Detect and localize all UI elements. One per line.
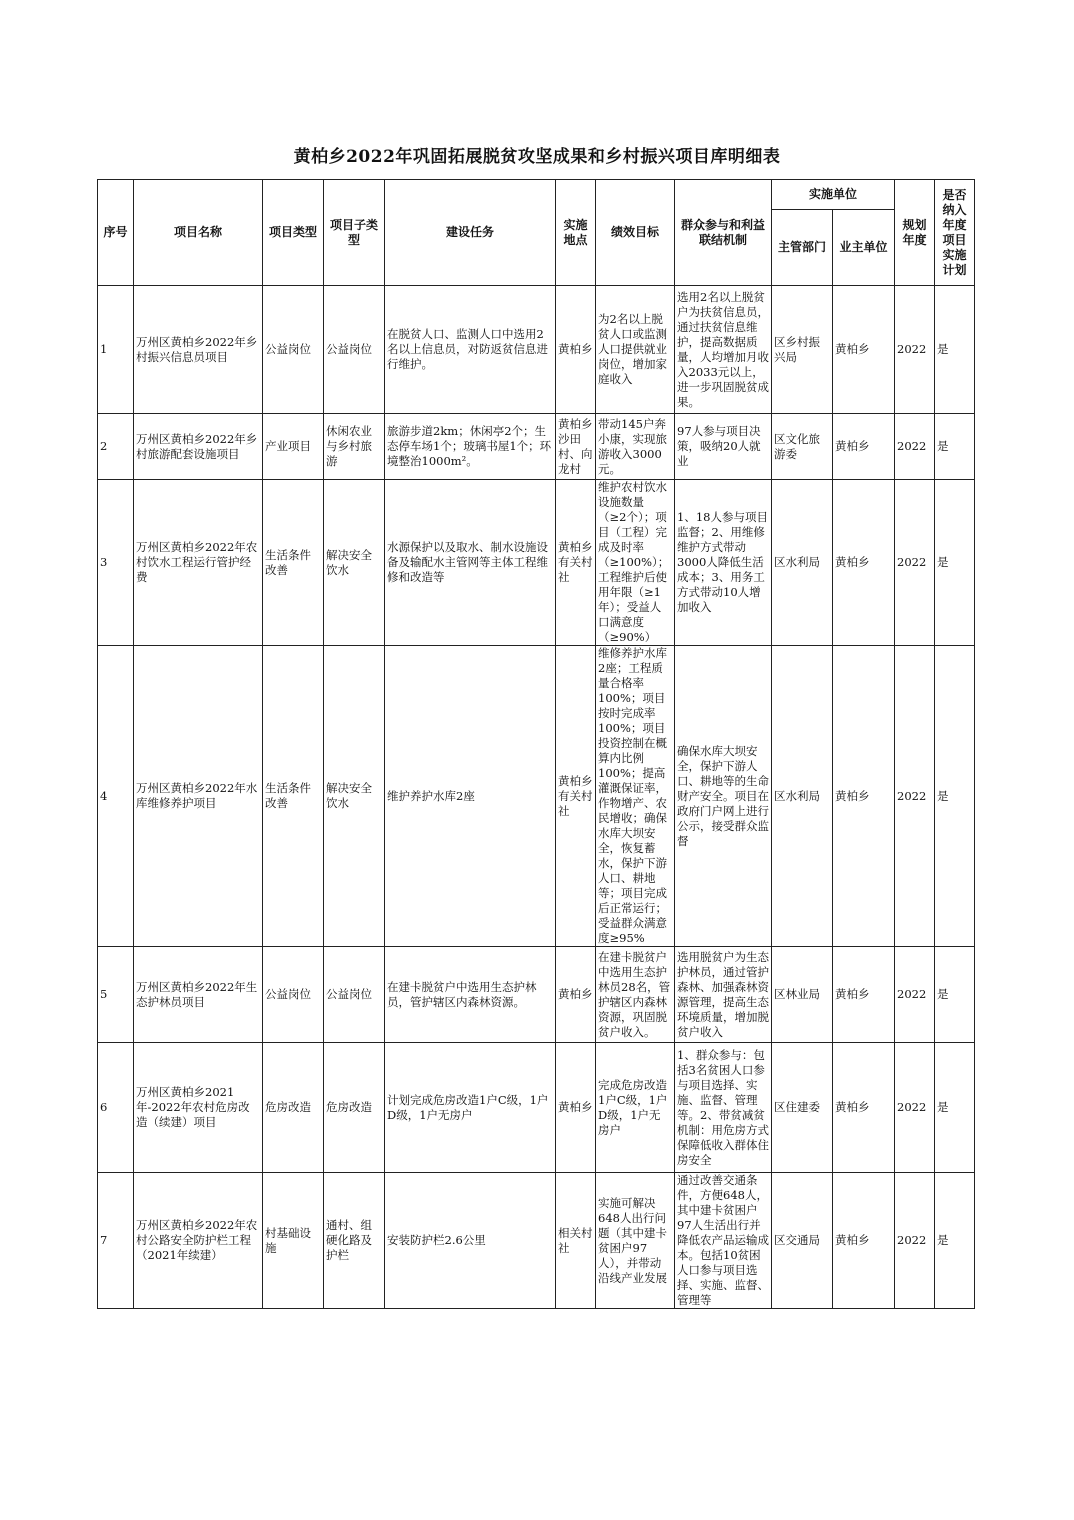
cell-year: 2022 xyxy=(895,286,935,414)
header-row-1 xyxy=(98,180,975,210)
header-year: 规划年度 xyxy=(895,180,935,286)
cell-location: 黄柏乡 xyxy=(556,1043,596,1173)
cell-owner: 黄柏乡 xyxy=(833,1173,895,1309)
header-included: 是否纳入年度项目实施计划 xyxy=(935,180,975,286)
cell-dept: 区文化旅游委 xyxy=(772,414,833,480)
cell-subtype: 解决安全饮水 xyxy=(324,646,385,947)
cell-dept: 区乡村振兴局 xyxy=(772,286,833,414)
cell-included: 是 xyxy=(935,646,975,947)
cell-task: 在脱贫人口、监测人口中选用2名以上信息员，对防返贫信息进行维护。 xyxy=(385,286,556,414)
cell-type: 公益岗位 xyxy=(263,947,324,1043)
cell-mechanism: 1、18人参与项目监督；2、用维修维护方式带动3000人降低生活成本；3、用务工方式带动10人增加收入 xyxy=(675,480,772,646)
table-row xyxy=(98,480,975,646)
header-type: 项目类型 xyxy=(263,180,324,286)
cell-location: 相关村社 xyxy=(556,1173,596,1309)
cell-owner: 黄柏乡 xyxy=(833,646,895,947)
cell-seq: 1 xyxy=(98,286,134,414)
header-owner: 业主单位 xyxy=(833,210,895,286)
table-row xyxy=(98,286,975,414)
cell-dept: 区林业局 xyxy=(772,947,833,1043)
header-subtype: 项目子类型 xyxy=(324,180,385,286)
cell-type: 产业项目 xyxy=(263,414,324,480)
cell-goal: 实施可解决648人出行问题（其中建卡贫困户97人），并带动沿线产业发展 xyxy=(596,1173,675,1309)
cell-goal: 维护农村饮水设施数量（≥2个）；项目（工程）完成及时率（≥100%）；工程维护后使用年限（≥1年）；受益人口满意度（≥90%） xyxy=(596,480,675,646)
cell-type: 危房改造 xyxy=(263,1043,324,1173)
table-row xyxy=(98,414,975,480)
cell-owner: 黄柏乡 xyxy=(833,1043,895,1173)
cell-owner: 黄柏乡 xyxy=(833,947,895,1043)
cell-included: 是 xyxy=(935,480,975,646)
cell-subtype: 公益岗位 xyxy=(324,947,385,1043)
cell-task: 计划完成危房改造1户C级，1户D级，1户无房户 xyxy=(385,1043,556,1173)
cell-dept: 区交通局 xyxy=(772,1173,833,1309)
cell-name: 万州区黄柏乡2022年农村饮水工程运行管护经费 xyxy=(134,480,263,646)
cell-mechanism: 1、群众参与：包括3名贫困人口参与项目选择、实施、监督、管理等。2、带贫减贫机制：用危房方式保障低收入群体住房安全 xyxy=(675,1043,772,1173)
header-location: 实施地点 xyxy=(556,180,596,286)
header-goal: 绩效目标 xyxy=(596,180,675,286)
cell-dept: 区住建委 xyxy=(772,1043,833,1173)
cell-dept: 区水利局 xyxy=(772,646,833,947)
cell-owner: 黄柏乡 xyxy=(833,480,895,646)
cell-location: 黄柏乡有关村社 xyxy=(556,646,596,947)
cell-task: 维护养护水库2座 xyxy=(385,646,556,947)
cell-name: 万州区黄柏乡2021年-2022年农村危房改造（续建）项目 xyxy=(134,1043,263,1173)
cell-seq: 7 xyxy=(98,1173,134,1309)
cell-name: 万州区黄柏乡2022年乡村旅游配套设施项目 xyxy=(134,414,263,480)
cell-mechanism: 确保水库大坝安全，保护下游人口、耕地等的生命财产安全。项目在政府门户网上进行公示，接受群众监督 xyxy=(675,646,772,947)
cell-type: 村基础设施 xyxy=(263,1173,324,1309)
cell-year: 2022 xyxy=(895,947,935,1043)
cell-mechanism: 选用脱贫户为生态护林员，通过管护森林、加强森林资源管理，提高生态环境质量，增加脱贫户收入 xyxy=(675,947,772,1043)
cell-seq: 6 xyxy=(98,1043,134,1173)
cell-location: 黄柏乡有关村社 xyxy=(556,480,596,646)
cell-mechanism: 通过改善交通条件，方便648人，其中建卡贫困户97人生活出行并降低农产品运输成本。包括10贫困人口参与项目选择、实施、监督、管理等 xyxy=(675,1173,772,1309)
cell-mechanism: 97人参与项目决策，吸纳20人就业 xyxy=(675,414,772,480)
cell-location: 黄柏乡 xyxy=(556,947,596,1043)
cell-year: 2022 xyxy=(895,414,935,480)
cell-dept: 区水利局 xyxy=(772,480,833,646)
cell-seq: 5 xyxy=(98,947,134,1043)
cell-goal: 完成危房改造1户C级，1户D级，1户无房户 xyxy=(596,1043,675,1173)
cell-included: 是 xyxy=(935,1043,975,1173)
cell-year: 2022 xyxy=(895,646,935,947)
cell-name: 万州区黄柏乡2022年水库维修养护项目 xyxy=(134,646,263,947)
header-task: 建设任务 xyxy=(385,180,556,286)
cell-year: 2022 xyxy=(895,480,935,646)
cell-name: 万州区黄柏乡2022年生态护林员项目 xyxy=(134,947,263,1043)
cell-type: 生活条件改善 xyxy=(263,646,324,947)
cell-type: 公益岗位 xyxy=(263,286,324,414)
table-row xyxy=(98,1173,975,1309)
header-name: 项目名称 xyxy=(134,180,263,286)
header-impl-unit: 实施单位 xyxy=(772,180,895,210)
cell-goal: 维修养护水库2座；工程质量合格率100%；项目按时完成率100%；项目投资控制在概算内比例100%；提高灌溉保证率，作物增产、农民增收；确保水库大坝安全，恢复蓄水，保护下游人口、耕地等；项目完成后正常运行；受益群众满意度≥95% xyxy=(596,646,675,947)
header-mechanism: 群众参与和利益联结机制 xyxy=(675,180,772,286)
cell-subtype: 危房改造 xyxy=(324,1043,385,1173)
cell-owner: 黄柏乡 xyxy=(833,414,895,480)
cell-task: 在建卡脱贫户中选用生态护林员，管护辖区内森林资源。 xyxy=(385,947,556,1043)
cell-included: 是 xyxy=(935,286,975,414)
header-seq: 序号 xyxy=(98,180,134,286)
cell-task: 旅游步道2km；休闲亭2个；生态停车场1个；玻璃书屋1个；环境整治1000m²。 xyxy=(385,414,556,480)
table-row xyxy=(98,1043,975,1173)
cell-task: 安装防护栏2.6公里 xyxy=(385,1173,556,1309)
cell-goal: 为2名以上脱贫人口或监测人口提供就业岗位，增加家庭收入 xyxy=(596,286,675,414)
cell-subtype: 公益岗位 xyxy=(324,286,385,414)
cell-location: 黄柏乡 xyxy=(556,286,596,414)
cell-task: 水源保护以及取水、制水设施设备及输配水主管网等主体工程维修和改造等 xyxy=(385,480,556,646)
cell-year: 2022 xyxy=(895,1043,935,1173)
cell-subtype: 解决安全饮水 xyxy=(324,480,385,646)
cell-included: 是 xyxy=(935,414,975,480)
page-title: 黄柏乡2022年巩固拓展脱贫攻坚成果和乡村振兴项目库明细表 xyxy=(293,147,781,167)
cell-seq: 4 xyxy=(98,646,134,947)
cell-subtype: 通村、组硬化路及护栏 xyxy=(324,1173,385,1309)
cell-goal: 在建卡脱贫户中选用生态护林员28名，管护辖区内森林资源，巩固脱贫户收入。 xyxy=(596,947,675,1043)
cell-owner: 黄柏乡 xyxy=(833,286,895,414)
cell-subtype: 休闲农业与乡村旅游 xyxy=(324,414,385,480)
cell-type: 生活条件改善 xyxy=(263,480,324,646)
cell-included: 是 xyxy=(935,1173,975,1309)
table-row xyxy=(98,646,975,947)
cell-seq: 2 xyxy=(98,414,134,480)
cell-seq: 3 xyxy=(98,480,134,646)
cell-mechanism: 选用2名以上脱贫户为扶贫信息员，通过扶贫信息维护，提高数据质量，人均增加月收入2033元以上，进一步巩固脱贫成果。 xyxy=(675,286,772,414)
project-table xyxy=(97,179,975,1309)
cell-year: 2022 xyxy=(895,1173,935,1309)
cell-name: 万州区黄柏乡2022年农村公路安全防护栏工程（2021年续建） xyxy=(134,1173,263,1309)
cell-goal: 带动145户奔小康，实现旅游收入3000元。 xyxy=(596,414,675,480)
table-row xyxy=(98,947,975,1043)
header-dept: 主管部门 xyxy=(772,210,833,286)
cell-location: 黄柏乡沙田村、向龙村 xyxy=(556,414,596,480)
cell-name: 万州区黄柏乡2022年乡村振兴信息员项目 xyxy=(134,286,263,414)
cell-included: 是 xyxy=(935,947,975,1043)
